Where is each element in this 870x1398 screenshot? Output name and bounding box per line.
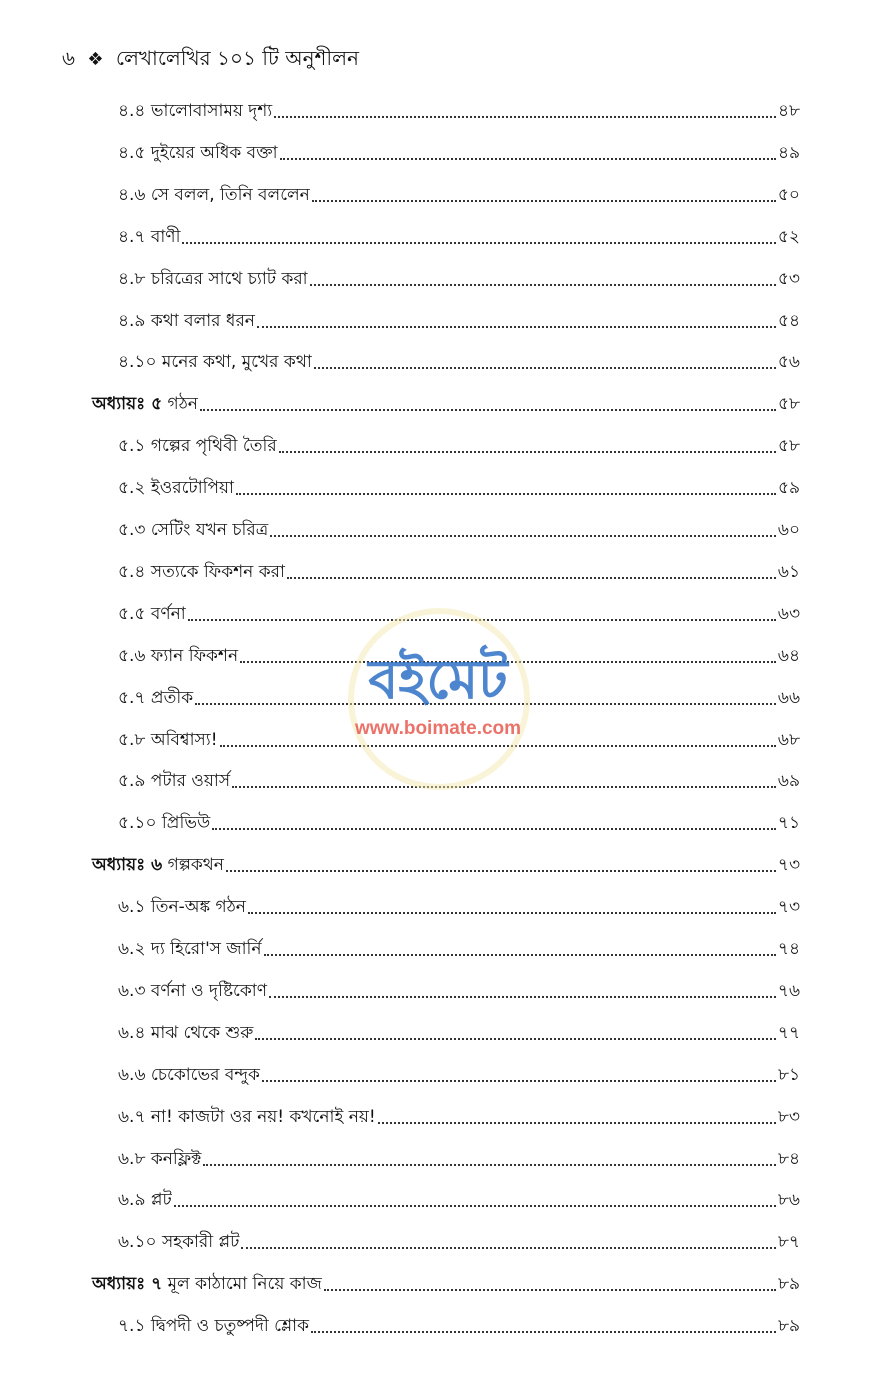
toc-section-row <box>0 343 870 373</box>
dot-leader <box>270 535 776 537</box>
toc-section-row <box>0 134 870 164</box>
toc-entry <box>118 888 800 918</box>
toc-page-number: ৮১ <box>777 1064 800 1085</box>
toc-entry <box>118 176 800 206</box>
toc-section-row <box>0 427 870 457</box>
toc-section-row <box>0 1181 870 1211</box>
toc-section-row <box>0 302 870 332</box>
chapter-label: অধ্যায়ঃ ৫ <box>92 394 163 415</box>
toc-entry <box>118 595 800 625</box>
toc-section-row <box>0 1307 870 1337</box>
toc-page-number: ৬০ <box>777 520 800 540</box>
toc-entry <box>118 511 800 541</box>
toc-chapter-row <box>0 846 870 876</box>
toc-section-row <box>0 176 870 206</box>
dot-leader <box>212 828 776 830</box>
chapter-label: অধ্যায়ঃ ৭ <box>92 1274 163 1295</box>
toc-page-number: ৫০ <box>777 184 800 205</box>
toc-entry-title: ৭.১ দ্বিপদী ও চতুষ্পদী শ্লোক <box>118 1316 309 1337</box>
toc-entry <box>92 846 800 876</box>
toc-section-row <box>0 637 870 667</box>
toc-entry-title: ৫.৯ পটার ওয়ার্স <box>118 771 231 792</box>
toc-entry <box>118 469 800 499</box>
toc-chapter-row <box>0 385 870 415</box>
toc-page-number: ৮৭ <box>777 1232 800 1253</box>
toc-entry <box>118 260 800 290</box>
toc-entry-title: ৫.১ গল্পের পৃথিবী তৈরি <box>118 436 277 457</box>
toc-page-number: ৬১ <box>777 561 800 582</box>
toc-page-number: ৭৩ <box>777 897 800 918</box>
toc-page-number: ৬৪ <box>777 645 800 666</box>
dot-leader <box>310 284 776 286</box>
toc-entry-title: ৪.১০ মনের কথা, মুখের কথা <box>118 352 312 373</box>
toc-entry-title: ৪.৮ চরিত্রের সাথে চ্যাট করা <box>118 268 308 289</box>
toc-entry-title: ৫.৫ বর্ণনা <box>118 603 186 624</box>
toc-entry-title: ৫.২ ইওরটোপিয়া <box>118 478 234 499</box>
toc-section-row <box>0 930 870 960</box>
dot-leader <box>188 619 776 621</box>
toc-entry-title: ৪.৬ সে বলল, তিনি বললেন <box>118 184 310 205</box>
toc-page-number: ৮৯ <box>777 1274 800 1295</box>
toc-entry-title: ৬.৭ না! কাজটা ওর নয়! কখনোই নয়! <box>118 1106 376 1127</box>
toc-entry <box>118 1014 800 1044</box>
chapter-title: গঠন <box>167 394 198 415</box>
watermark-url: www.boimate.com <box>354 718 522 739</box>
dot-leader <box>255 1038 776 1040</box>
toc-page-number: ৮৩ <box>777 1106 800 1127</box>
dot-leader <box>287 577 776 579</box>
toc-section-row <box>0 762 870 792</box>
toc-section-row <box>0 721 870 751</box>
dot-leader <box>324 1289 776 1291</box>
toc-entry-title <box>92 1273 324 1295</box>
toc-entry-title: ৬.১ তিন-অঙ্ক গঠন <box>118 897 246 918</box>
toc-section-row <box>0 1056 870 1086</box>
toc-page-number: ৬৬ <box>777 687 800 708</box>
toc-page-number: ৫৪ <box>777 310 800 331</box>
toc-section-row <box>0 1223 870 1253</box>
toc-entry-title: ৪.৪ ভালোবাসাময় দৃশ্য <box>118 101 273 121</box>
toc-entry <box>118 302 800 332</box>
toc-entry-title: ৬.৩ বর্ণনা ও দৃষ্টিকোণ <box>118 980 267 1001</box>
toc-entry-title: ৪.৯ কথা বলার ধরন <box>118 310 255 331</box>
toc-entry <box>92 385 800 415</box>
dot-leader <box>203 1164 776 1166</box>
toc-entry-title: ৫.৩ সেটিং যখন চরিত্র <box>118 520 269 540</box>
toc-entry <box>92 1265 800 1295</box>
toc-section-row <box>0 595 870 625</box>
toc-page-number: ৫৮ <box>777 436 800 457</box>
toc-entry <box>118 1223 800 1253</box>
toc-entry <box>118 218 800 248</box>
chapter-title: মূল কাঠামো নিয়ে কাজ <box>167 1274 322 1295</box>
ornament-icon: ❖ <box>87 49 104 70</box>
toc-entry <box>118 1056 800 1086</box>
dot-leader <box>236 493 776 495</box>
chapter-label: অধ্যায়ঃ ৬ <box>92 855 163 876</box>
toc-page-number: ৪৯ <box>777 142 800 163</box>
toc-page-number: ৫২ <box>777 226 800 247</box>
toc-entry <box>118 1140 800 1170</box>
page-header <box>62 44 359 77</box>
toc-section-row <box>0 1014 870 1044</box>
dot-leader <box>248 912 776 914</box>
dot-leader <box>220 745 776 747</box>
dot-leader <box>312 200 776 202</box>
dot-leader <box>311 1331 776 1333</box>
toc-page-number: ৫৯ <box>777 478 800 499</box>
toc-entry <box>118 804 800 834</box>
toc-entry <box>118 1307 800 1337</box>
toc-entry-title: ৬.৪ মাঝ থেকে শুরু <box>118 1022 254 1043</box>
toc-entry <box>118 637 800 667</box>
toc-entry-title: ৪.৫ দুইয়ের অধিক বক্তা <box>118 142 278 163</box>
dot-leader <box>174 1205 776 1207</box>
dot-leader <box>240 661 776 663</box>
toc-chapter-row <box>0 1265 870 1295</box>
toc-entry <box>118 427 800 457</box>
page-number: ৬ <box>62 46 76 70</box>
toc-entry <box>118 92 800 122</box>
toc-page-number: ৪৮ <box>777 101 800 121</box>
book-title: লেখালেখির ১০১ টি অনুশীলন <box>115 46 359 70</box>
watermark-logo: বইমেট <box>368 648 508 711</box>
toc-section-row <box>0 553 870 583</box>
dot-leader <box>274 116 776 118</box>
toc-page-number: ৫৬ <box>777 352 800 373</box>
toc-entry-title: ৫.১০ প্রিভিউ <box>118 813 211 834</box>
toc-entry <box>118 134 800 164</box>
dot-leader <box>226 870 776 872</box>
toc-page-number: ৫৩ <box>777 268 800 289</box>
toc-section-row <box>0 972 870 1002</box>
toc-section-row <box>0 469 870 499</box>
toc-page-number: ৬৩ <box>777 603 800 624</box>
dot-leader <box>241 1247 775 1249</box>
toc-entry <box>118 679 800 709</box>
toc-section-row <box>0 260 870 290</box>
toc-page-number: ৮৪ <box>777 1148 800 1169</box>
toc-entry <box>118 721 800 751</box>
toc-entry-title: ৫.৪ সত্যকে ফিকশন করা <box>118 561 285 582</box>
toc-section-row <box>0 1140 870 1170</box>
toc-entry-title: ৬.৬ চেকোভের বন্দুক <box>118 1064 260 1085</box>
toc-entry-title: ৫.৮ অবিশ্বাস্য! <box>118 729 218 750</box>
dot-leader <box>378 1122 776 1124</box>
dot-leader <box>279 451 776 453</box>
toc-section-row <box>0 888 870 918</box>
dot-leader <box>182 242 775 244</box>
toc-entry-title: ৪.৭ বাণী <box>118 226 181 247</box>
toc-section-row <box>0 218 870 248</box>
toc-section-row <box>0 92 870 122</box>
toc-entry <box>118 762 800 792</box>
toc-page-number: ৬৮ <box>777 729 800 750</box>
toc-entry-title: ৬.১০ সহকারী প্লট <box>118 1232 240 1253</box>
toc-entry <box>118 1098 800 1128</box>
toc-page-number: ৭৬ <box>777 980 800 1001</box>
toc-entry <box>118 1181 800 1211</box>
toc-page-number: ৮৬ <box>777 1190 800 1211</box>
dot-leader <box>232 786 776 788</box>
toc-section-row <box>0 804 870 834</box>
toc-section-row <box>0 1098 870 1128</box>
toc-entry <box>118 553 800 583</box>
dot-leader <box>264 954 776 956</box>
toc-page-number: ৫৮ <box>777 394 800 415</box>
toc-entry-title: ৫.৭ প্রতীক <box>118 687 194 708</box>
toc-page-number: ৭৪ <box>777 939 800 959</box>
dot-leader <box>257 326 776 328</box>
toc-page-number: ৭৩ <box>777 855 800 876</box>
toc-entry-title: ৬.২ দ্য হিরো'স জার্নি <box>118 939 262 959</box>
dot-leader <box>200 409 776 411</box>
dot-leader <box>195 703 776 705</box>
toc-entry-title <box>92 393 200 415</box>
toc-page-number: ৭১ <box>777 813 800 834</box>
dot-leader <box>269 996 776 998</box>
toc-page-number: ৮৯ <box>777 1316 800 1337</box>
toc-section-row <box>0 679 870 709</box>
toc-page-number: ৭৭ <box>777 1022 800 1043</box>
toc-section-row <box>0 511 870 541</box>
toc-entry <box>118 343 800 373</box>
toc-entry-title: ৬.৯ প্লট <box>118 1190 172 1211</box>
toc-entry <box>118 930 800 960</box>
toc-entry-title <box>92 854 226 876</box>
toc-entry-title: ৫.৬ ফ্যান ফিকশন <box>118 645 239 666</box>
dot-leader <box>280 158 776 160</box>
dot-leader <box>314 367 776 369</box>
toc-entry-title: ৬.৮ কনফ্লিক্ট <box>118 1148 202 1169</box>
toc-entry <box>118 972 800 1002</box>
toc-page-number: ৬৯ <box>777 771 800 792</box>
chapter-title: গল্পকথন <box>167 855 224 876</box>
dot-leader <box>262 1080 776 1082</box>
